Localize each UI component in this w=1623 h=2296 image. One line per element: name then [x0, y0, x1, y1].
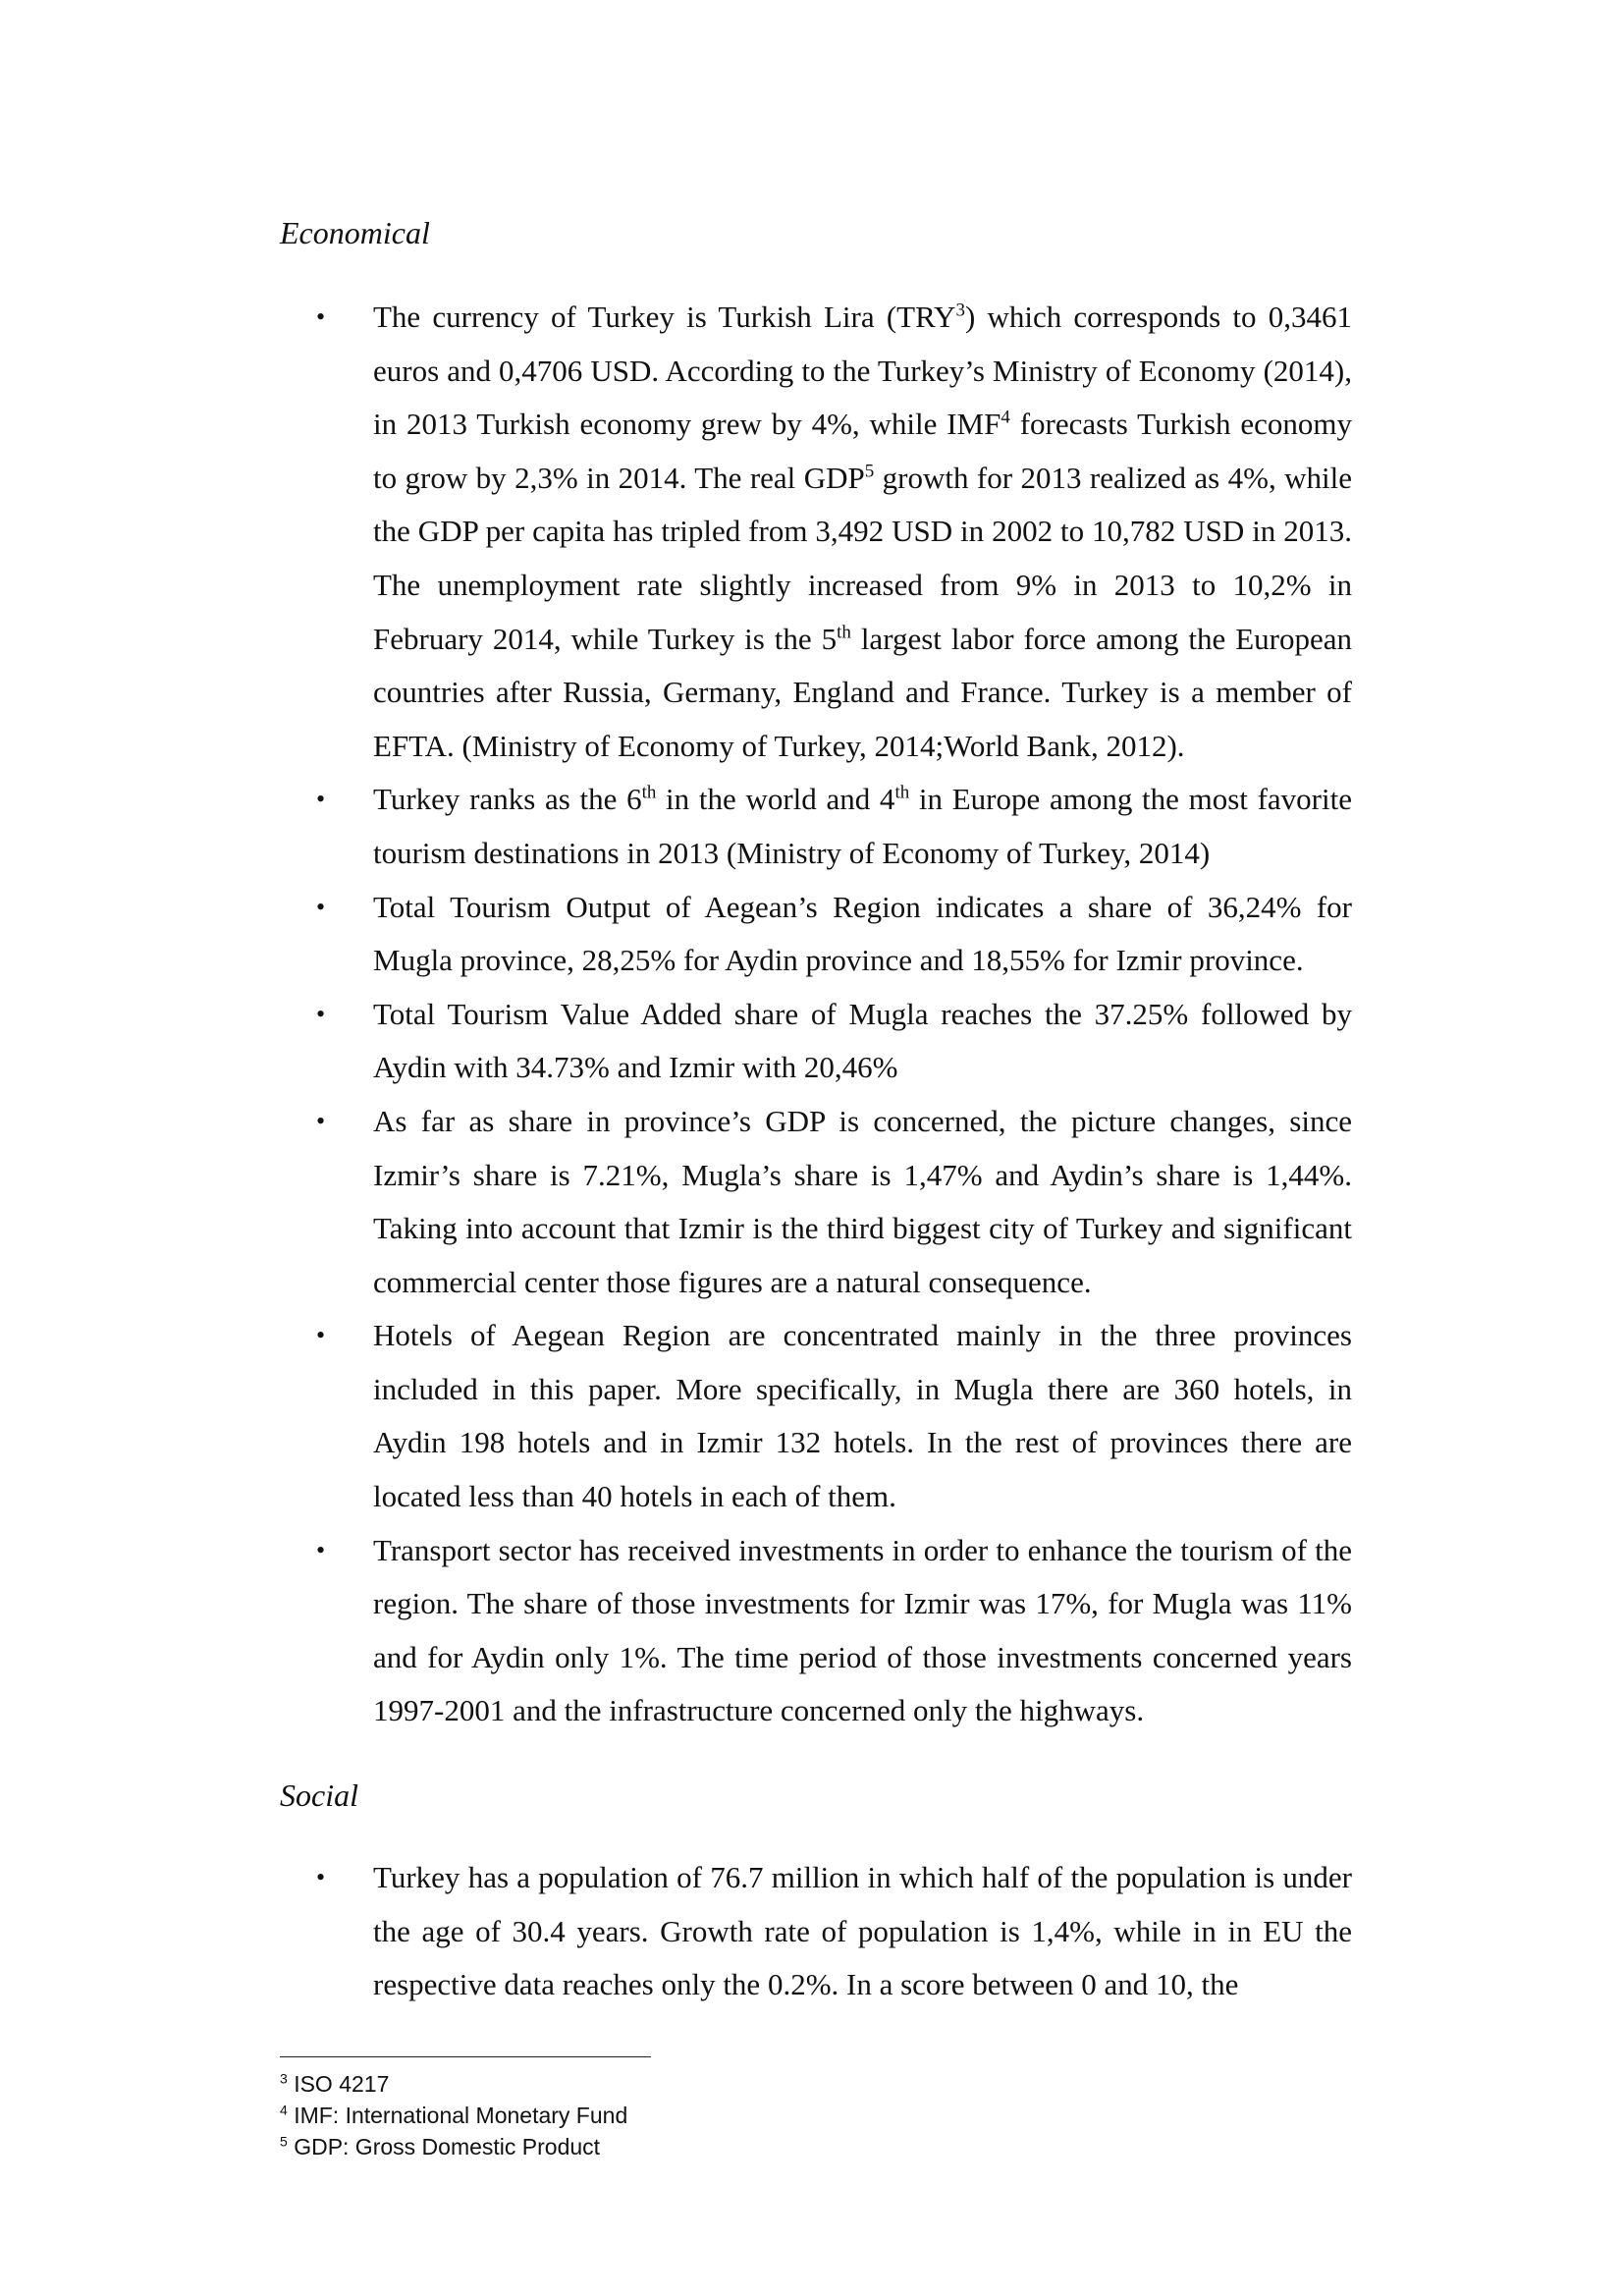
footnote-3: $^3$ ISO 4217 [280, 2070, 390, 2097]
ordinal-suffix: th [837, 622, 851, 643]
list-item: • Transport sector has received investments in order to enhance the tourism of the region. The share of those investments for Izmir was 17%, for Mugla was 11% and for Aydin only 1%. The time period of those investments concerned years 1997-2001 and the infrastructure concerned only the highways. [373, 1524, 1352, 1738]
footnote-ref-4: 4 [1001, 407, 1010, 428]
list-item: • Turkey has a population of 76.7 million in which half of the population is under the age of 30.4 years. Growth rate of population is 1,4%, while in in EU the respective data reaches only the 0.2%. In a score between 0 and 10, the [373, 1851, 1352, 2012]
list-item: • As far as share in province’s GDP is concerned, the picture changes, since Izmir’s share is 7.21%, Mugla’s share is 1,47% and Aydin’s share is 1,44%. Taking into account that Izmir is the third biggest city of Turkey and significant commercial center those figures are a natural consequence. [373, 1095, 1352, 1309]
bullet-icon: • [316, 1863, 326, 1891]
footnote-5: $^5$ GDP: Gross Domestic Product [280, 2133, 601, 2159]
bullet-icon: • [316, 1106, 326, 1135]
economical-bullet-list [316, 291, 1352, 1738]
footnotes [280, 2068, 627, 2162]
list-item: • Hotels of Aegean Region are concentrated mainly in the three provinces included in this paper. More specifically, in Mugla there are 360 hotels, in Aydin 198 hotels and in Izmir 132 hotels. In the rest of provinces there are located less than 40 hotels in each of them. [373, 1309, 1352, 1523]
ordinal-suffix: th [641, 783, 657, 804]
bullet-icon: • [316, 785, 326, 814]
footnote-separator [280, 2056, 651, 2057]
list-item: • Total Tourism Output of Aegean’s Region indicates a share of 36,24% for Mugla province, 28,25% for Aydin province and 18,55% for Izmir province. [373, 881, 1352, 988]
social-bullet-list [316, 1851, 1352, 2012]
section-heading-social: Social [280, 1777, 358, 1813]
bullet-icon: • [316, 999, 326, 1028]
bullet-icon: • [316, 1535, 326, 1564]
bullet-icon: • [316, 1321, 326, 1350]
list-item: • The currency of Turkey is Turkish Lira (TRY$^3$) which corresponds to 0,3461 euros and 0,4706 USD. According to the Turkey’s Ministry of Economy (2014), in 2013 Turkish economy grew by 4%, while IMF$^4$ forecasts Turkish economy to grow by 2,3% in 2014. The real GDP$^5$ growth for 2013 realized as 4%, while the GDP per capita has tripled from 3,492 USD in 2002 to 10,782 USD in 2013. The unemployment rate slightly increased from 9% in 2013 to 10,2% in February 2014, while Turkey is the 5th largest labor force among the European countries after Russia, Germany, England and France. Turkey is a member of EFTA. (Ministry of Economy of Turkey, 2014;World Bank, 2012). [373, 291, 1352, 773]
ordinal-suffix: th [894, 783, 910, 804]
footnote-ref-3: 3 [955, 300, 965, 321]
footnote-4: $^4$ IMF: International Monetary Fund [280, 2102, 628, 2128]
bullet-icon: • [316, 892, 326, 921]
list-item: • Total Tourism Value Added share of Mugla reaches the 37.25% followed by Aydin with 34.73% and Izmir with 20,46% [373, 988, 1352, 1095]
footnote-ref-5: 5 [864, 461, 875, 482]
section-heading-economical: Economical [280, 215, 430, 250]
bullet-icon: • [316, 302, 326, 331]
list-item: • Turkey ranks as the 6th in the world and 4th in Europe among the most favorite tourism destinations in 2013 (Ministry of Economy of Turkey, 2014) [373, 773, 1352, 880]
